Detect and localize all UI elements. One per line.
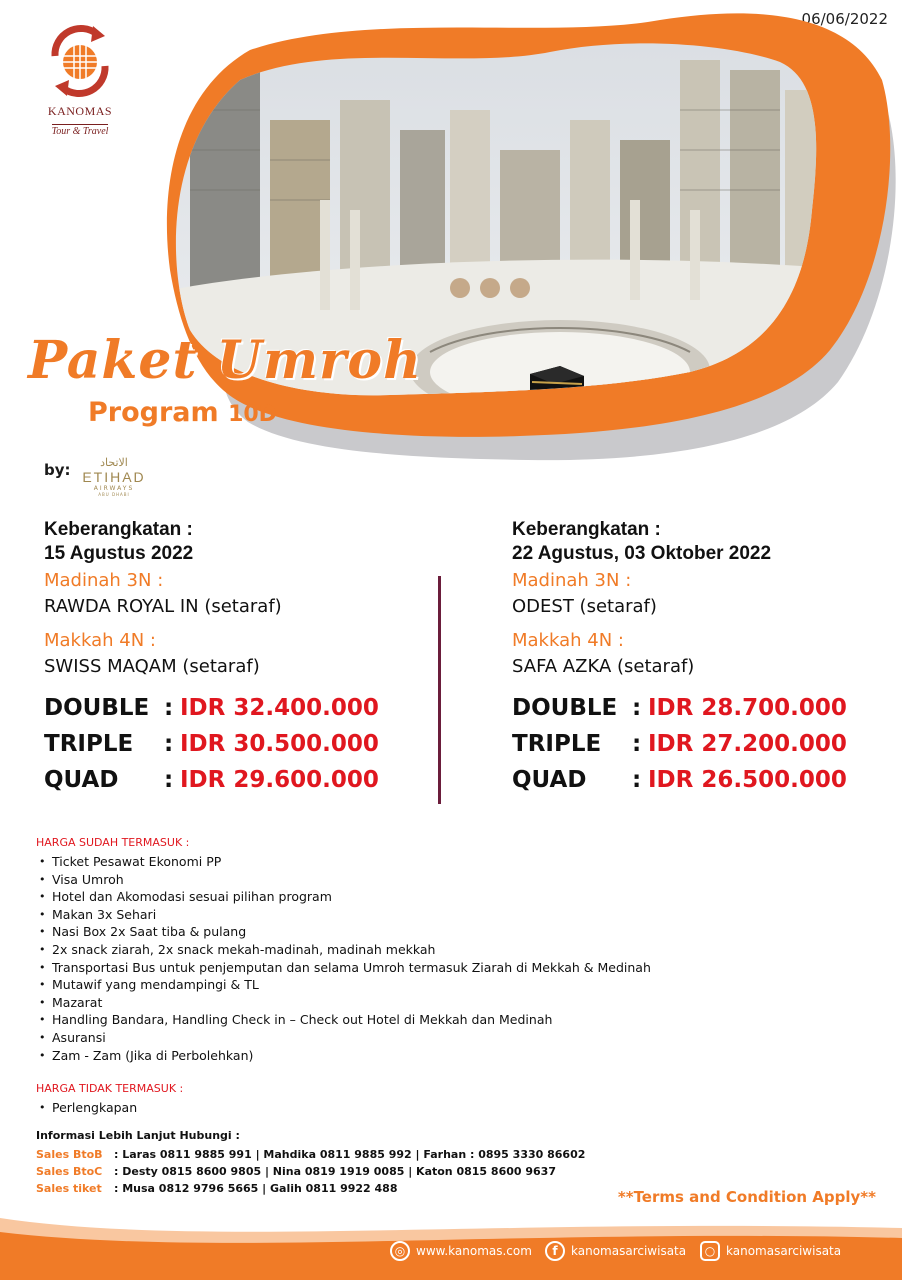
contact-row xyxy=(36,1163,636,1180)
contact-label: Sales BtoB xyxy=(36,1148,103,1161)
contact-value: : Desty 0815 8600 9805 | Nina 0819 1919 0085 | Katon 0815 8600 9637 xyxy=(114,1165,556,1178)
list-item: • Handling Bandara, Handling Check in – Check out Hotel di Mekkah dan Medinah xyxy=(36,1011,796,1029)
makkah-hotel: SAFA AZKA (setaraf) xyxy=(512,656,695,677)
price-list xyxy=(44,690,444,798)
colon: : xyxy=(632,731,642,757)
room-type: TRIPLE xyxy=(512,731,602,757)
departure-label: Keberangkatan : xyxy=(44,519,193,540)
price-value: IDR 26.500.000 xyxy=(648,767,847,793)
website-link[interactable] xyxy=(390,1240,532,1262)
logo-subtitle: Tour & Travel xyxy=(51,126,109,137)
price-list xyxy=(512,690,902,798)
departure-label: Keberangkatan : xyxy=(512,519,661,540)
madinah-hotel: RAWDA ROYAL IN (setaraf) xyxy=(44,596,282,617)
title-paket-umroh: Paket Umroh xyxy=(28,330,422,391)
room-type: QUAD xyxy=(512,767,587,793)
instagram-text: kanomasarciwisata xyxy=(726,1244,842,1258)
madinah-label: Madinah 3N : xyxy=(512,570,632,591)
room-type: DOUBLE xyxy=(512,695,618,721)
airline-sub2: ABU DHABI xyxy=(98,492,130,497)
list-item: • 2x snack ziarah, 2x snack mekah-madinah, madinah mekkah xyxy=(36,941,796,959)
includes-heading: HARGA SUDAH TERMASUK : xyxy=(36,836,190,849)
program-label: Program xyxy=(88,397,219,428)
company-logo xyxy=(30,22,130,142)
by-label: by: xyxy=(44,461,71,479)
title-program xyxy=(88,397,277,428)
colon: : xyxy=(164,767,174,793)
price-row-triple xyxy=(44,726,444,762)
contact-label: Sales BtoC xyxy=(36,1165,103,1178)
madinah-hotel: ODEST (setaraf) xyxy=(512,596,657,617)
room-type: TRIPLE xyxy=(44,731,134,757)
list-item: • Asuransi xyxy=(36,1029,796,1047)
package-right xyxy=(512,518,902,798)
list-item: • Makan 3x Sehari xyxy=(36,906,796,924)
price-row-triple xyxy=(512,726,902,762)
program-duration: 10D xyxy=(228,402,277,427)
list-item: • Perlengkapan xyxy=(36,1099,436,1117)
column-divider xyxy=(438,576,441,804)
price-row-quad xyxy=(512,762,902,798)
logo-name: KANOMAS xyxy=(47,104,113,118)
contact-row xyxy=(36,1180,636,1197)
list-item: • Mutawif yang mendampingi & TL xyxy=(36,976,796,994)
package-left xyxy=(44,518,444,798)
colon: : xyxy=(164,731,174,757)
etihad-logo xyxy=(74,456,154,497)
globe-icon: ◎ xyxy=(390,1241,410,1261)
instagram-icon: ○ xyxy=(700,1241,720,1261)
colon: : xyxy=(164,695,174,721)
facebook-icon: f xyxy=(545,1241,565,1261)
departure-date: 15 Agustus 2022 xyxy=(44,543,194,564)
globe-arrows-icon xyxy=(45,22,115,102)
list-item: • Nasi Box 2x Saat tiba & pulang xyxy=(36,923,796,941)
price-value: IDR 27.200.000 xyxy=(648,731,847,757)
departure-date: 22 Agustus, 03 Oktober 2022 xyxy=(512,543,772,564)
airline-sub: AIRWAYS xyxy=(93,485,135,492)
list-item: • Ticket Pesawat Ekonomi PP xyxy=(36,853,796,871)
terms-note: **Terms and Condition Apply** xyxy=(617,1188,876,1206)
contact-value: : Musa 0812 9796 5665 | Galih 0811 9922 488 xyxy=(114,1182,398,1195)
contact-row xyxy=(36,1146,636,1163)
price-value: IDR 28.700.000 xyxy=(648,695,847,721)
colon: : xyxy=(632,695,642,721)
date: 06/06/2022 xyxy=(801,10,888,28)
price-row-double xyxy=(512,690,902,726)
facebook-link[interactable] xyxy=(545,1240,686,1262)
airline-arabic: الاتحاد xyxy=(100,456,128,469)
list-item: • Visa Umroh xyxy=(36,871,796,889)
contact-value: : Laras 0811 9885 991 | Mahdika 0811 9885 992 | Farhan : 0895 3330 86602 xyxy=(114,1148,586,1161)
excludes-heading: HARGA TIDAK TERMASUK : xyxy=(36,1082,184,1095)
price-row-double xyxy=(44,690,444,726)
contact-label: Sales tiket xyxy=(36,1182,102,1195)
includes-list xyxy=(36,853,796,1064)
airline-name: ETIHAD xyxy=(82,469,146,485)
room-type: QUAD xyxy=(44,767,119,793)
includes-section xyxy=(36,836,796,1064)
madinah-label: Madinah 3N : xyxy=(44,570,164,591)
website-text: www.kanomas.com xyxy=(416,1244,532,1258)
list-item: • Mazarat xyxy=(36,994,796,1012)
contact-section xyxy=(36,1129,636,1197)
excludes-section xyxy=(36,1082,436,1117)
makkah-label: Makkah 4N : xyxy=(512,630,624,651)
list-item: • Transportasi Bus untuk penjemputan dan selama Umroh termasuk Ziarah di Mekkah & Medinah xyxy=(36,959,796,977)
price-value: IDR 29.600.000 xyxy=(180,767,379,793)
list-item: • Zam - Zam (Jika di Perbolehkan) xyxy=(36,1047,796,1065)
facebook-text: kanomasarciwisata xyxy=(571,1244,687,1258)
colon: : xyxy=(632,767,642,793)
room-type: DOUBLE xyxy=(44,695,150,721)
excludes-list xyxy=(36,1099,436,1117)
contact-heading: Informasi Lebih Lanjut Hubungi : xyxy=(36,1129,240,1142)
makkah-label: Makkah 4N : xyxy=(44,630,156,651)
makkah-hotel: SWISS MAQAM (setaraf) xyxy=(44,656,260,677)
instagram-link[interactable] xyxy=(700,1240,841,1262)
price-row-quad xyxy=(44,762,444,798)
list-item: • Hotel dan Akomodasi sesuai pilihan program xyxy=(36,888,796,906)
price-value: IDR 30.500.000 xyxy=(180,731,379,757)
price-value: IDR 32.400.000 xyxy=(180,695,379,721)
